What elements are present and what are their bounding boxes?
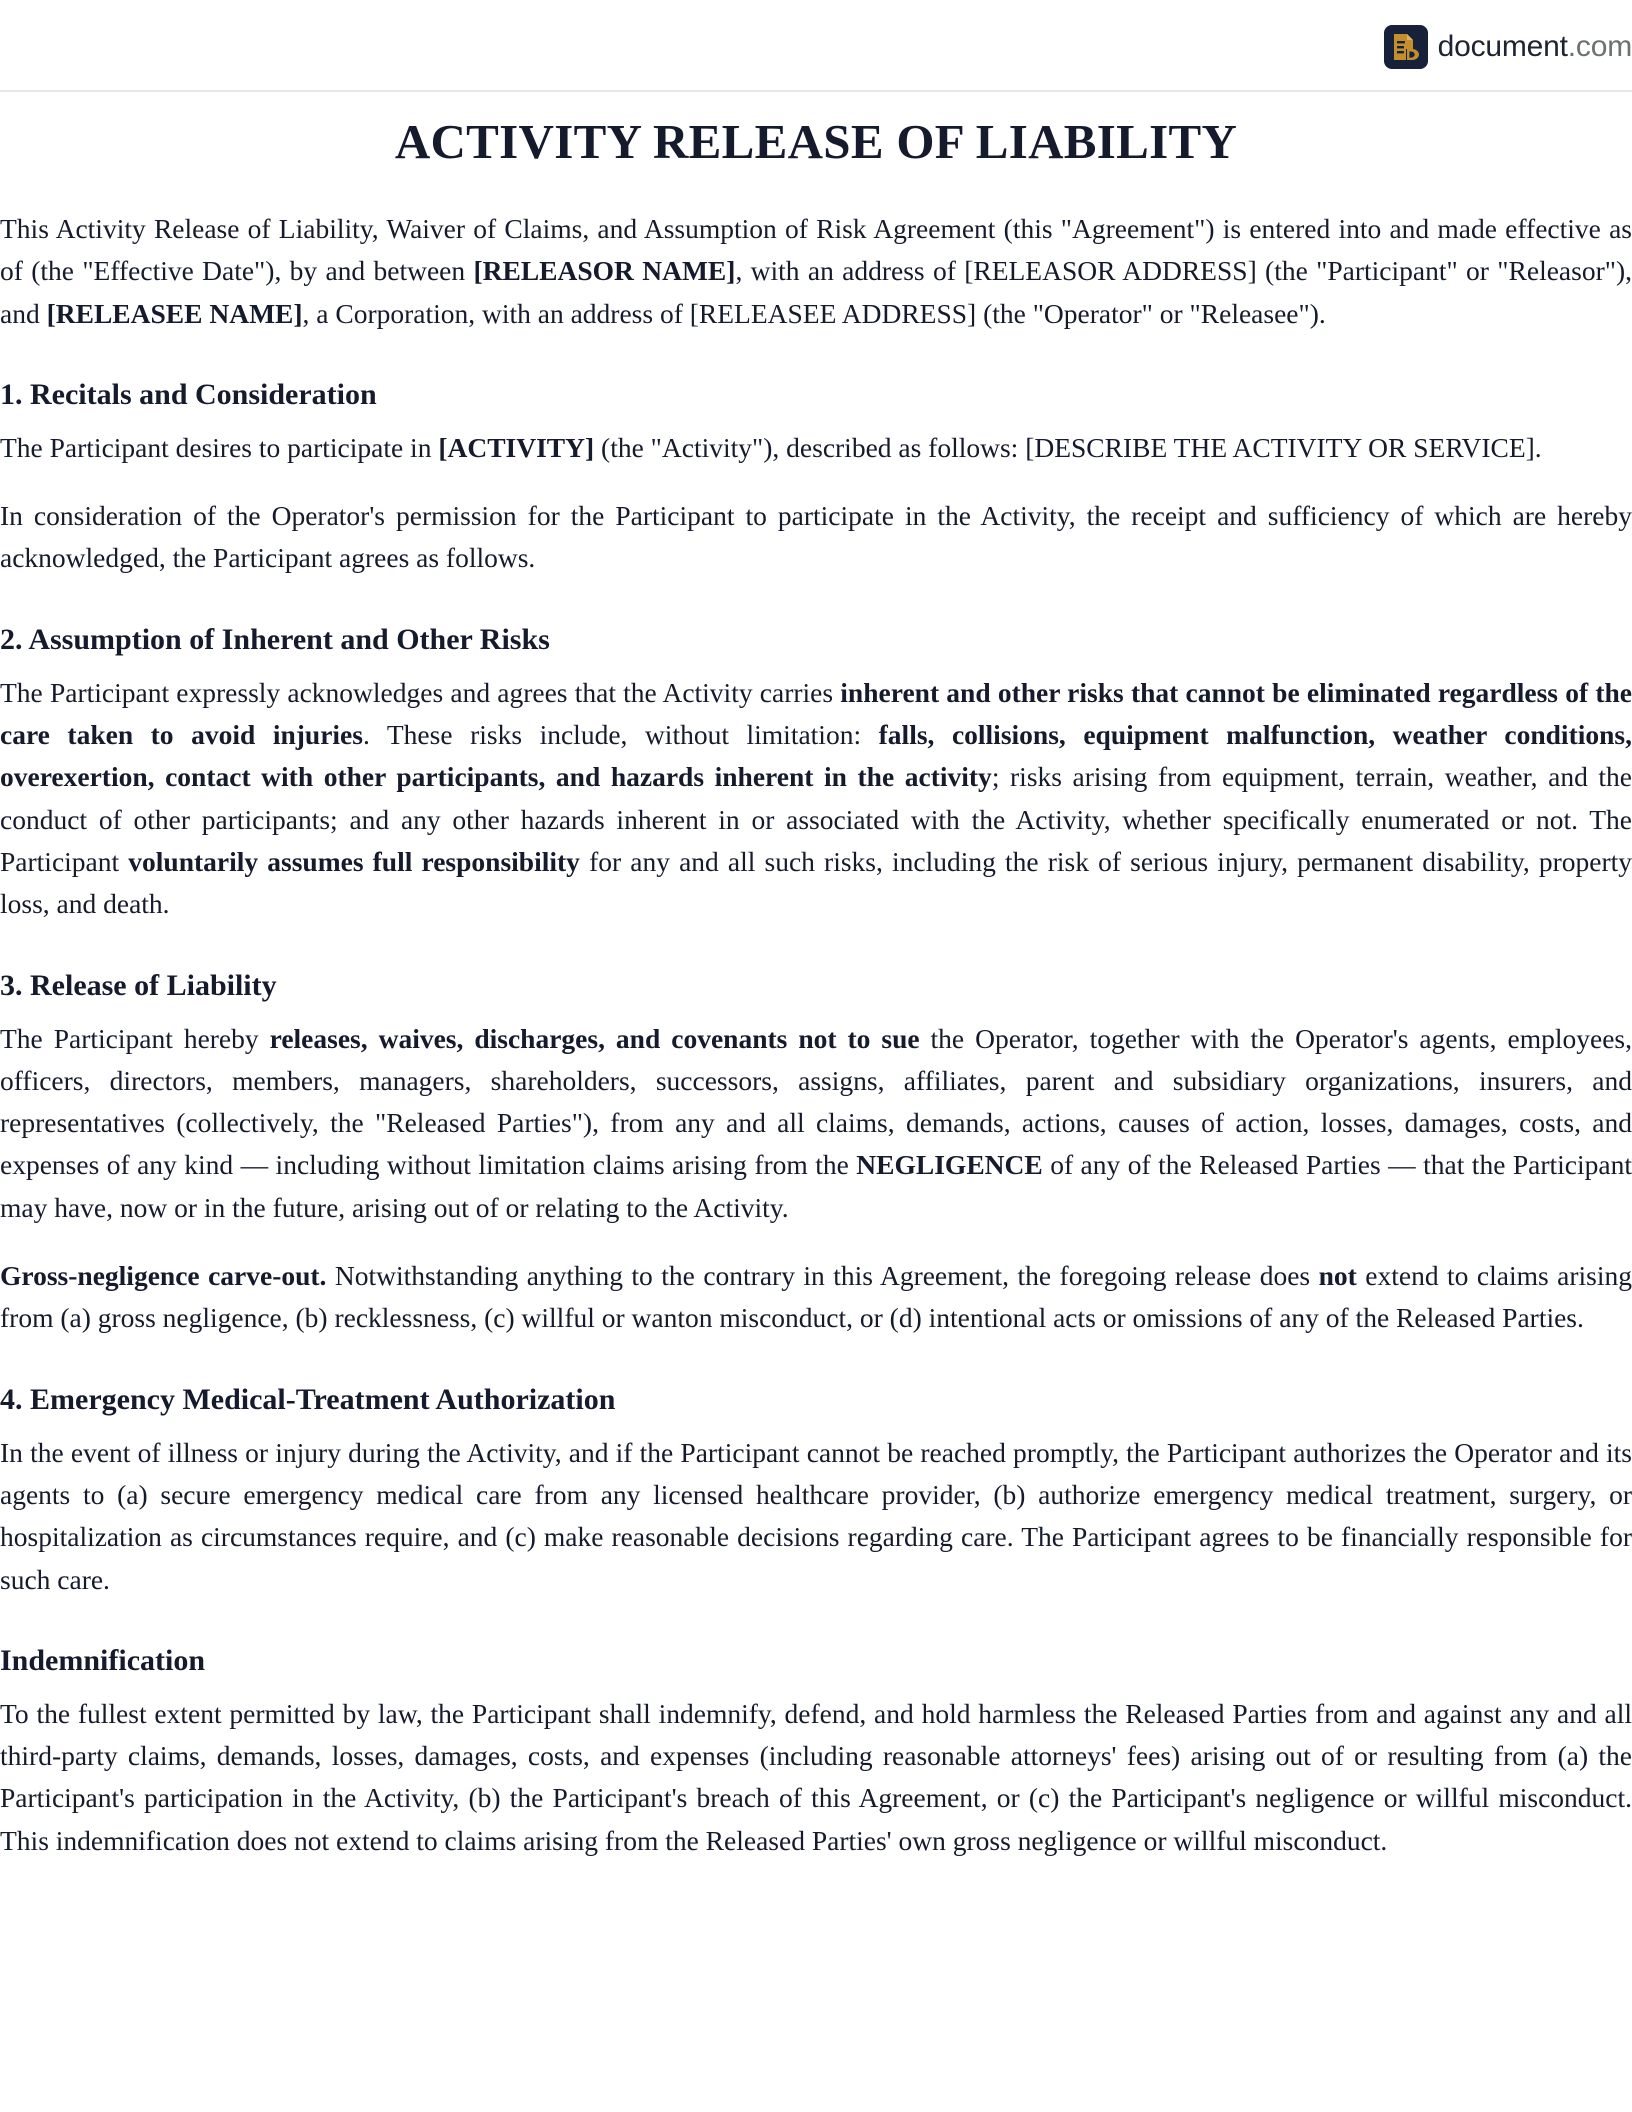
- carve-out-paragraph: [0, 1255, 1632, 1340]
- paragraph-text: (the "Activity"), described as follows: [DESCRIBE THE ACTIVITY OR SERVICE].: [594, 431, 1542, 463]
- paragraph-text: The Participant expressly acknowledges and agrees that the Activity carries: [0, 676, 841, 708]
- emphasis-text: releases, waives, discharges, and covenants not to sue: [269, 1022, 920, 1054]
- emphasis-text: not: [1318, 1260, 1357, 1292]
- section-heading-indemnification: Indemnification: [0, 1643, 206, 1677]
- releasee-name-placeholder: [RELEASEE NAME]: [46, 297, 303, 329]
- emphasis-text: inherent and other risks that cannot be eliminated regardless of the care taken to avoid injuries: [0, 676, 1632, 751]
- emphasis-text: NEGLIGENCE: [856, 1149, 1043, 1181]
- recitals-paragraph-2: In consideration of the Operator's permission for the Participant to participate in the Activity, the receipt and sufficiency of which are hereby acknowledged, the Participant agrees as follows.: [0, 500, 1632, 574]
- emphasis-text: falls, collisions, equipment malfunction, weather conditions, overexertion, contact with other participants, and hazards inherent in the activity: [0, 719, 1632, 793]
- document-body: [0, 92, 1632, 1862]
- paragraph-text: ; risks arising from equipment, terrain, weather, and the conduct of other participants; and any other hazards inherent in or associated with the Activity, whether specifically enumerated or not. The Participant: [0, 761, 1632, 877]
- section-heading-assumption-of-risk: 2. Assumption of Inherent and Other Risks: [0, 622, 550, 656]
- top-bar: [0, 0, 1632, 92]
- intro-text: , with an address of [RELEASOR ADDRESS] (the "Participant" or "Releasor"), and: [0, 255, 1632, 329]
- carve-out-label: Gross-negligence carve-out.: [0, 1260, 327, 1292]
- medical-authorization-paragraph: In the event of illness or injury during the Activity, and if the Participant cannot be reached promptly, the Participant authorizes the Operator and its agents to (a) secure emergency medical care from any licensed healthcare provider, (b) authorize emergency medical treatment, surgery, or hospitalization as circumstances require, and (c) make reasonable decisions regarding care. The Participant agrees to be financially responsible for such care.: [0, 1436, 1632, 1595]
- document-title: ACTIVITY RELEASE OF LIABILITY: [394, 114, 1238, 169]
- document-d-icon: [1384, 25, 1428, 69]
- paragraph-text: extend to claims arising from (a) gross negligence, (b) recklessness, (c) willful or wanton misconduct, or (d) intentional acts or omissions of any of the Released Parties.: [0, 1260, 1632, 1334]
- paragraph-text: . These risks include, without limitation:: [362, 719, 879, 751]
- brand-logo-link[interactable]: [1384, 24, 1632, 70]
- paragraph-text: of any of the Released Parties — that the Participant may have, now or in the future, arising out of or relating to the Activity.: [0, 1149, 1632, 1223]
- paragraph-text: Notwithstanding anything to the contrary in this Agreement, the foregoing release does: [326, 1260, 1319, 1292]
- brand-name: document: [1437, 30, 1568, 63]
- indemnification-paragraph: To the fullest extent permitted by law, the Participant shall indemnify, defend, and hold harmless the Released Parties from and against any and all third-party claims, demands, losses, damages, costs, and expenses (including reasonable attorneys' fees) arising out of or resulting from (a) the Participant's participation in the Activity, (b) the Participant's breach of this Agreement, or (c) the Participant's negligence or willful misconduct. This indemnification does not extend to claims arising from the Released Parties' own gross negligence or willful misconduct.: [0, 1697, 1632, 1856]
- section-heading-medical-authorization: 4. Emergency Medical-Treatment Authorization: [0, 1382, 616, 1416]
- brand-wordmark: [1438, 32, 1632, 62]
- paragraph-text: the Operator, together with the Operator's agents, employees, officers, directors, members, managers, shareholders, successors, assigns, affiliates, parent and subsidiary organizations, insurers, and representatives (collectively, the "Released Parties"), from any and all claims, demands, actions, causes of action, losses, damages, costs, and expenses of any kind — including without limitation claims arising from the: [0, 1022, 1632, 1181]
- emphasis-text: voluntarily assumes full responsibility: [128, 845, 580, 877]
- paragraph-text: The Participant desires to participate in: [0, 431, 439, 463]
- paragraph-text: The Participant hereby: [0, 1022, 270, 1054]
- intro-text: , a Corporation, with an address of [RELEASEE ADDRESS] (the "Operator" or "Releasee").: [302, 297, 1326, 329]
- activity-placeholder: [ACTIVITY]: [438, 431, 595, 463]
- section-heading-recitals: 1. Recitals and Consideration: [0, 377, 377, 411]
- intro-text: This Activity Release of Liability, Waiver of Claims, and Assumption of Risk Agreement (this "Agreement") is entered into and made effective as of (the "Effective Date"), by and between: [0, 213, 1632, 287]
- section-heading-release-of-liability: 3. Release of Liability: [0, 968, 277, 1002]
- recitals-paragraph-1: [0, 427, 1632, 469]
- intro-paragraph: [0, 208, 1632, 335]
- brand-tld: .com: [1567, 30, 1632, 63]
- paragraph-text: for any and all such risks, including the risk of serious injury, permanent disability, property loss, and death.: [0, 845, 1632, 920]
- release-paragraph: [0, 1018, 1632, 1229]
- assumption-paragraph: [0, 672, 1632, 926]
- releasor-name-placeholder: [RELEASOR NAME]: [473, 255, 736, 287]
